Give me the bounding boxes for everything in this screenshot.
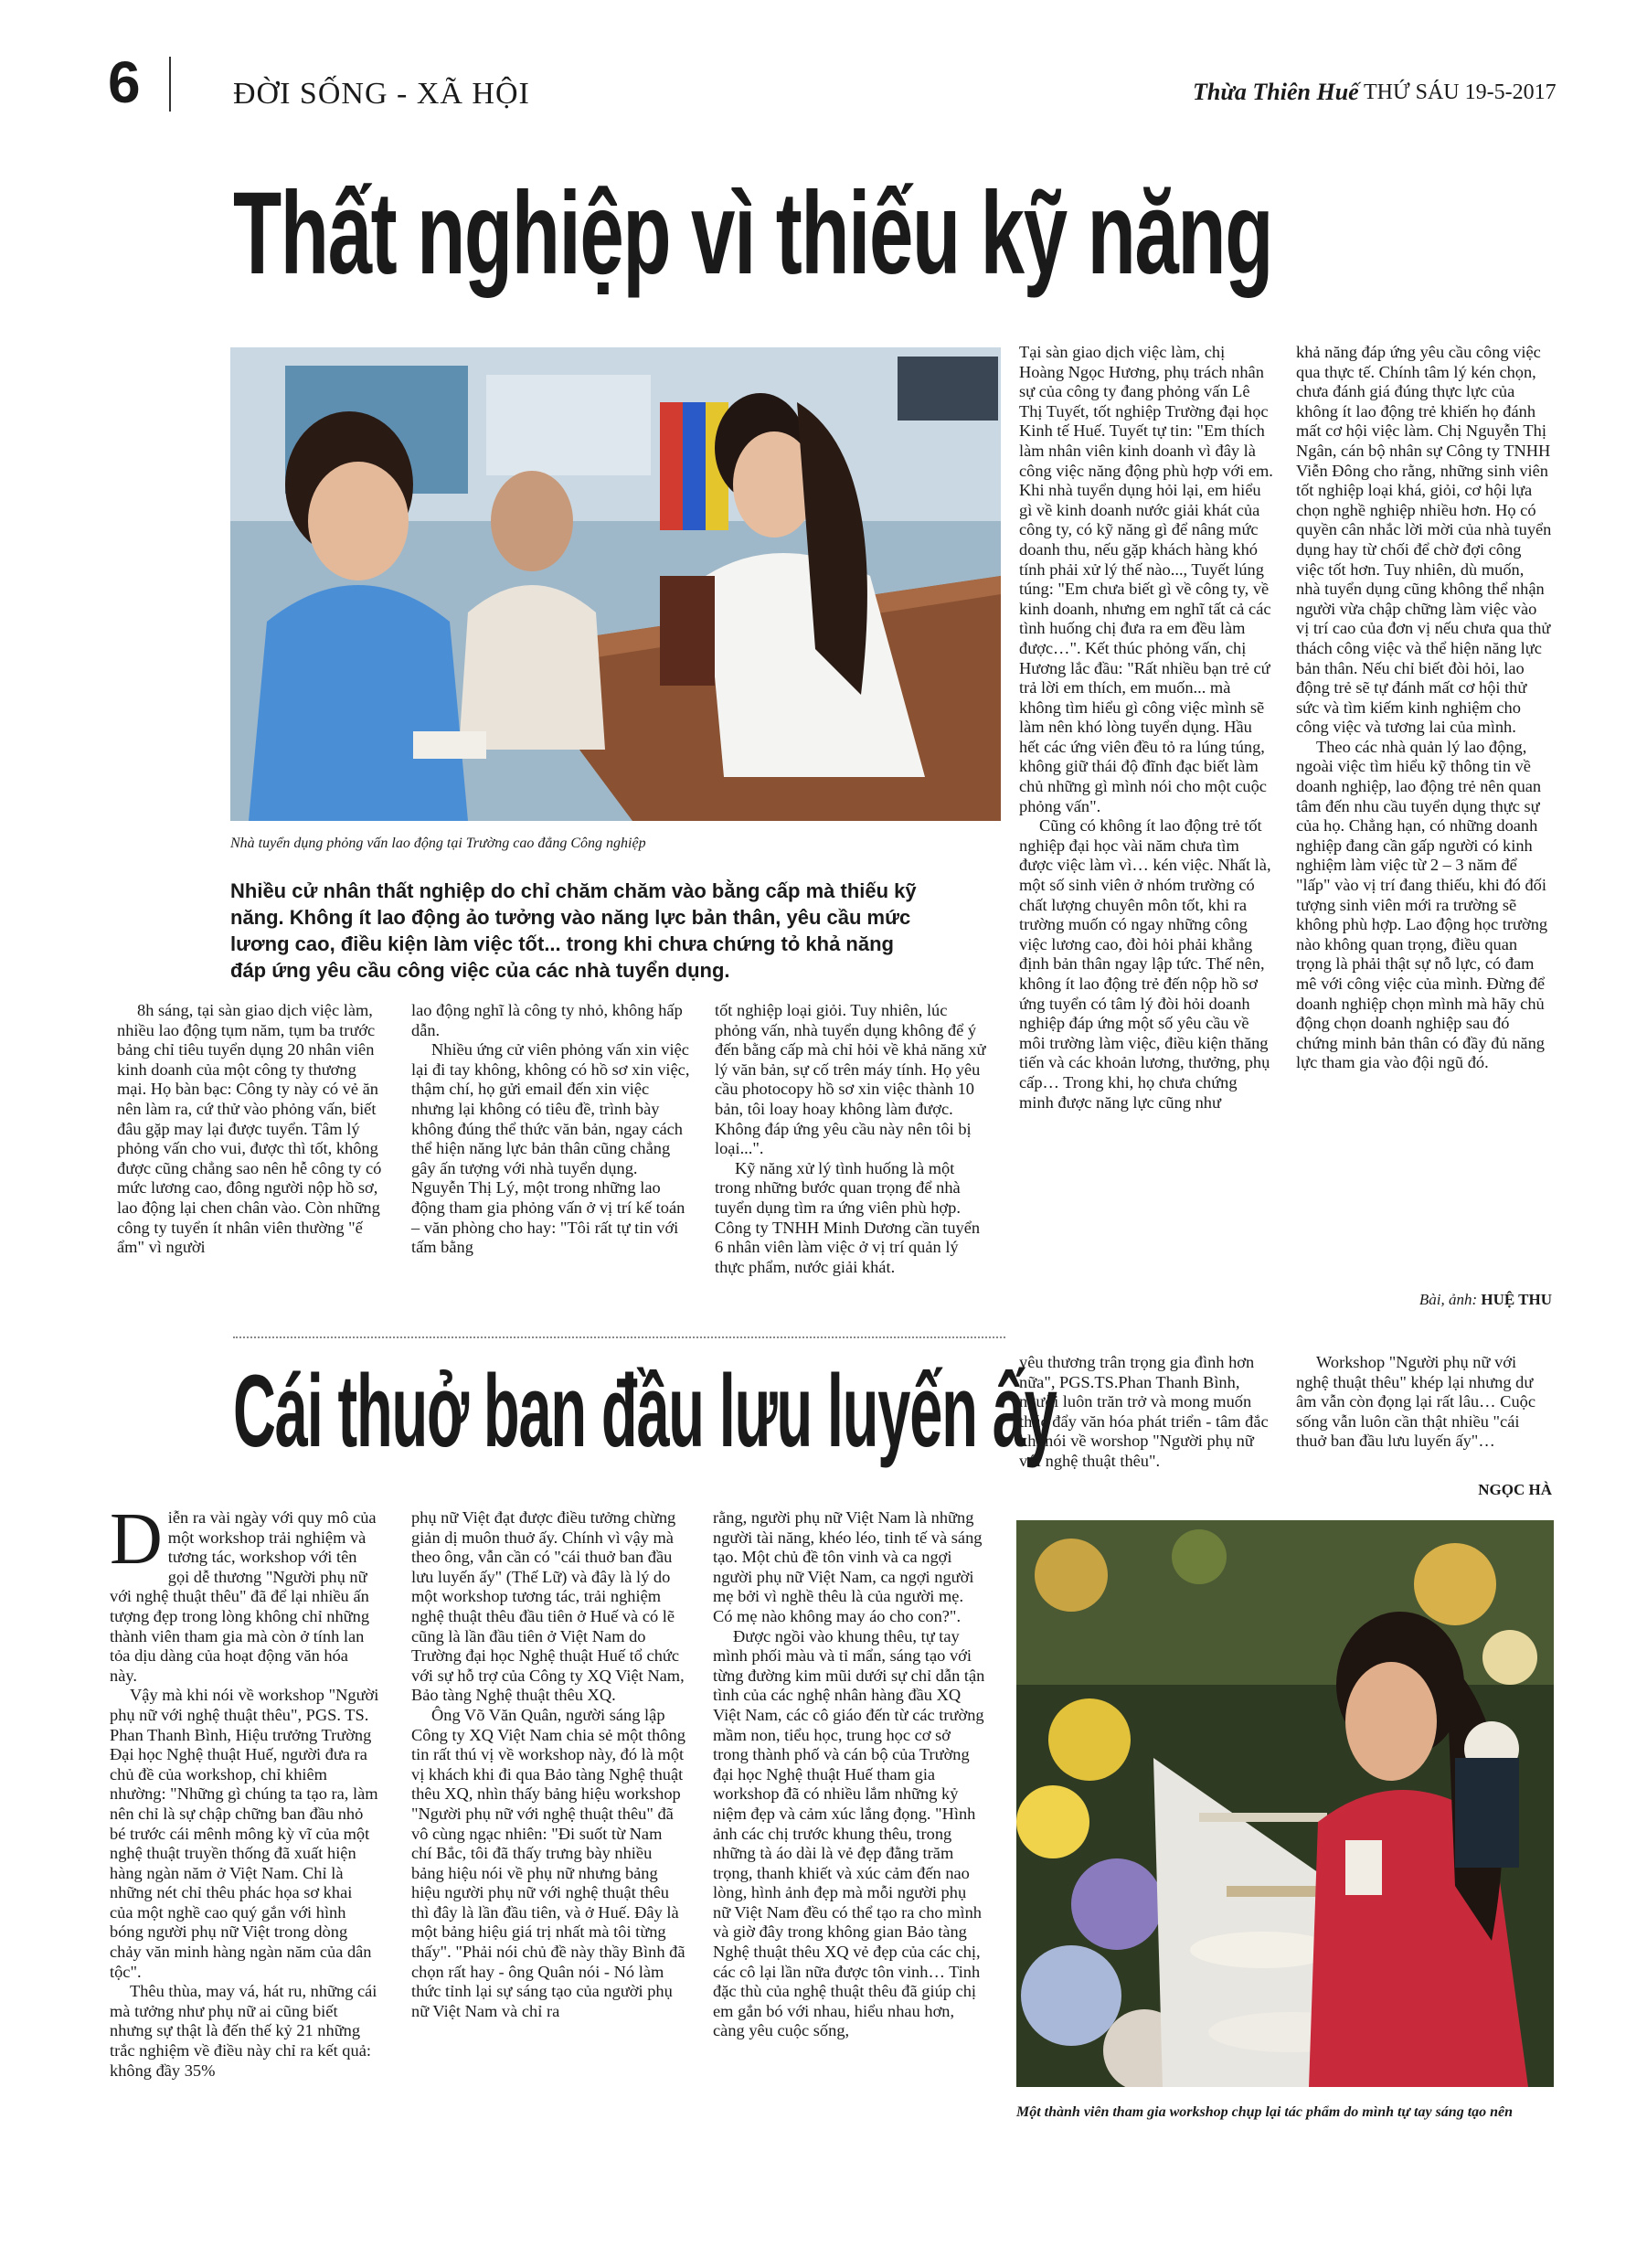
article1-col3-paragraph-1: tốt nghiệp loại giỏi. Tuy nhiên, lúc phỏng vấn, nhà tuyển dụng không để ý đến bằng cấp mà chỉ hỏi về khả năng xử lý văn bản, sự cố trên máy tính. Họ yêu cầu photocopy hồ sơ xin việc thành 10 bản, tôi loay hoay không làm được. Không đáp ứng yêu cầu này nên tôi bị loại...".: [715, 1001, 986, 1158]
article2-headline: Cái thuở ban đầu lưu luyến ấy: [233, 1354, 1057, 1468]
article2-column-1: [110, 1499, 379, 2081]
article1-column-2: [411, 1001, 690, 1258]
newspaper-name: Thừa Thiên Huế: [1193, 79, 1359, 105]
article2-column-5: [1296, 1353, 1552, 1452]
workshop-photo-illustration: [1016, 1520, 1554, 2087]
page-number: 6: [108, 49, 141, 115]
header-divider: [169, 57, 171, 112]
article1-col5-paragraph-1: khả năng đáp ứng yêu cầu công việc qua thực tế. Chính tâm lý kén chọn, chưa đánh giá đúng thực lực của không ít lao động trẻ khiến họ đánh mất cơ hội việc làm. Chị Nguyễn Thị Ngân, cán bộ nhân sự Công ty TNHH Viễn Đông cho rằng, những sinh viên tốt nghiệp loại khá, giỏi, cơ hội lựa chọn nghề nghiệp nhiều hơn. Họ có quyền cân nhắc lời mời của nhà tuyển dụng hay từ chối để chờ đợi công việc tốt hơn. Tuy nhiên, dù muốn, nhà tuyển dụng cũng không thể nhận người vừa chập chững làm việc vào vị trí cao của đơn vị nếu chưa qua thử thách công việc và thể hiện năng lực bản thân. Nếu chỉ biết đòi hỏi, lao động trẻ sẽ tự đánh mất cơ hội thử sức và tìm kiếm kinh nghiệm cho công việc và tương lai của mình.: [1296, 343, 1552, 737]
article2-byline: NGỌC HÀ: [1478, 1481, 1552, 1498]
article1-col1-paragraph: 8h sáng, tại sàn giao dịch việc làm, nhiều lao động tụm năm, tụm ba trước bảng chỉ tiêu tuyển dụng 20 nhân viên kinh doanh của một công ty thương mại. Họ bàn bạc: Công ty này có vẻ ăn nên làm ra, cứ thử vào phỏng vấn, biết đâu gặp may lại được tuyển. Tâm lý phỏng vấn cho vui, được thì tốt, không được cũng chẳng sao nên hễ công ty có mức lương cao, đông người nộp hồ sơ, lao động lại chen chân vào. Còn những công ty tuyển ít nhân viên thường "ế ẩm" vì người: [117, 1001, 382, 1257]
article1-col4-paragraph-1: Tại sàn giao dịch việc làm, chị Hoàng Ngọc Hương, phụ trách nhân sự của công ty đang phỏng vấn Lê Thị Tuyết, tốt nghiệp Trường đại học Kinh tế Huế. Tuyết tự tin: "Em thích làm nhân viên kinh doanh vì đây là công việc năng động phù hợp với em. Khi nhà tuyển dụng hỏi lại, em hiểu gì về kinh doanh nước giải khát của công ty, có kỹ năng gì để nâng mức doanh thu, nếu gặp khách hàng khó tính phải xử lý thế nào..., Tuyết lúng túng: "Em chưa biết gì về công ty, về kinh doanh, nhưng em nghĩ tất cả các tình huống chị đưa ra em đều làm được…". Kết thúc phỏng vấn, chị Hương lắc đầu: "Rất nhiều bạn trẻ cứ trả lời em thích, em muốn... mà không tìm hiểu gì công việc mình sẽ làm nên khó lòng tuyển dụng. Hầu hết các ứng viên đều tỏ ra lúng túng, không giữ thái độ đĩnh đạc biết làm chủ những gì mình nói cho một cuộc phỏng vấn".: [1019, 343, 1273, 815]
article2-photo: [1016, 1520, 1554, 2087]
article1-headline: Thất nghiệp vì thiếu kỹ năng: [233, 168, 1273, 299]
article1-lead: Nhiều cử nhân thất nghiệp do chỉ chăm chăm vào bằng cấp mà thiếu kỹ năng. Không ít lao động ảo tưởng vào năng lực bản thân, yêu cầu mức lương cao, điều kiện làm việc tốt... trong khi chưa chứng tỏ khả năng đáp ứng yêu cầu công việc của các nhà tuyển dụng.: [230, 879, 917, 982]
article1-col5-paragraph-2: Theo các nhà quản lý lao động, ngoài việc tìm hiểu kỹ thông tin về doanh nghiệp, lao động trẻ nên quan tâm đến nhu cầu tuyển dụng thực sự của họ. Chẳng hạn, có những doanh nghiệp đang cần gấp người có kinh nghiệm làm việc từ 2 – 3 năm để "lấp" vào vị trí đang thiếu, khi đó đối tượng sinh viên mới ra trường sẽ không phù hợp. Lao động học trường nào không quan trọng, điều quan trọng là phải thật sự nỗ lực, có đam mê với công việc của mình. Đừng để doanh nghiệp chọn mình mà hãy chủ động chọn doanh nghiệp sau đó chứng minh bản thân có đầy đủ năng lực tham gia vào đội ngũ đó.: [1296, 737, 1548, 1072]
issue-date: THỨ SÁU 19-5-2017: [1364, 80, 1557, 104]
article1-col3-paragraph-2: Kỹ năng xử lý tình huống là một trong những bước quan trọng để nhà tuyển dụng tìm ra ứng viên phù hợp. Công ty TNHH Minh Dương cần tuyển 6 nhân viên làm việc ở vị trí quản lý thực phẩm, nước giải khát.: [715, 1158, 981, 1276]
article2-column-2: [411, 1508, 685, 2021]
article1-col2-paragraph-2: Nhiều ứng cử viên phỏng vấn xin việc lại đi tay không, không có hồ sơ xin việc, thậm chí, họ gửi email đến xin việc nhưng lại không có tiêu đề, trình bày không đúng thể thức văn bản, ngay cách thể hiện năng lực bản thân cũng chẳng gây ấn tượng với nhà tuyển dụng. Nguyễn Thị Lý, một trong những lao động tham gia phỏng vấn ở vị trí kế toán – văn phòng cho hay: "Tôi rất tự tin với tấm bằng: [411, 1040, 690, 1257]
article2-col4-paragraph-1: yêu thương trân trọng gia đình hơn nữa", PGS.TS.Phan Thanh Bình, người luôn trăn trở và mong muốn thúc đẩy văn hóa phát triển - tâm đắc khi nói về worshop "Người phụ nữ với nghệ thuật thêu".: [1019, 1353, 1269, 1470]
article1-column-1: [117, 1001, 382, 1258]
article1-column-3: [715, 1001, 989, 1277]
article1-col2-paragraph-1: lao động nghĩ là công ty nhỏ, không hấp dẫn.: [411, 1001, 683, 1039]
byline-author: HUỆ THU: [1481, 1291, 1552, 1308]
article-divider: [233, 1336, 1005, 1338]
article1-col4-paragraph-2: Cũng có không ít lao động trẻ tốt nghiệp đại học vài năm chưa tìm được việc làm vì… kén việc. Nhất là, một số sinh viên ở nhóm trường có chất lượng chuyên môn tốt, khi ra trường muốn có ngay những công việc lương cao, đòi hỏi phải khẳng định bản thân ngay lập tức. Thế nên, không ít lao động trẻ đến nộp hồ sơ ứng tuyển có tâm lý đòi hỏi doanh nghiệp đáp ứng một số yêu cầu về môi trường làm việc, điều kiện thăng tiến và các khoản lương, thưởng, phụ cấp… Trong khi, họ chưa chứng minh được năng lực cũng như: [1019, 816, 1271, 1112]
article2-col5-paragraph-1: Workshop "Người phụ nữ với nghệ thuật thêu" khép lại nhưng dư âm vẫn còn đọng lại rất lâu… Cuộc sống vẫn luôn cần thật nhiều "cái thuở ban đầu lưu luyến ấy"…: [1296, 1353, 1535, 1451]
article2-column-4: [1019, 1353, 1270, 1472]
article2-col2-paragraph-2: Ông Võ Văn Quân, người sáng lập Công ty XQ Việt Nam chia sẻ một thông tin rất thú vị về workshop này, đó là một vị khách khi đi qua Bảo tàng Nghệ thuật thêu XQ, nhìn thấy bảng hiệu workshop "Người phụ nữ với nghệ thuật thêu" đã vô cùng ngạc nhiên: "Đi suốt từ Nam chí Bắc, tôi đã thấy trưng bày nhiều bảng hiệu nói về phụ nữ nhưng bảng hiệu người phụ nữ với nghệ thuật thêu thì đây là lần đầu tiên, và ở Huế. Đây là một bảng hiệu giá trị nhất mà tôi từng thấy". "Phải nói chủ đề này thầy Bình đã chọn rất hay - ông Quân nói - Nó làm thức tỉnh lại sự sáng tạo của người phụ nữ Việt Nam và chỉ ra: [411, 1705, 685, 2020]
article2-col2-paragraph-1: phụ nữ Việt đạt được điều tưởng chừng giản dị muôn thuở ấy. Chính vì vậy mà theo ông, vẫn cần có "cái thuở ban đầu lưu luyến ấy" (Thế Lữ) và đây là lý do một workshop tương tác, trải nghiệm nghệ thuật thêu đầu tiên ở Huế và có lẽ cũng là lần đầu tiên ở Việt Nam do Trường đại học Nghệ thuật Huế tổ chức với sự hỗ trợ của Công ty XQ Việt Nam, Bảo tàng Nghệ thuật thêu XQ.: [411, 1508, 685, 1705]
article2-col3-paragraph-1: rằng, người phụ nữ Việt Nam là những người tài năng, khéo léo, tinh tế và sáng tạo. Một chủ đề tôn vinh và ca ngợi người phụ nữ Việt Nam, ca ngợi người mẹ bởi vì nghề thêu là của người mẹ. Có mẹ nào không may áo cho con?".: [713, 1508, 983, 1625]
interview-photo-illustration: [230, 347, 1001, 821]
article1-column-4: [1019, 343, 1273, 1113]
article2-photo-caption: Một thành viên tham gia workshop chụp lại tác phẩm do mình tự tay sáng tạo nên: [1016, 2104, 1514, 2120]
article1-byline: [1296, 1291, 1552, 1309]
section-title: ĐỜI SỐNG - XÃ HỘI: [233, 77, 530, 111]
article2-col1-paragraph-3: Thêu thùa, may vá, hát ru, những cái mà tưởng như phụ nữ ai cũng biết nhưng sự thật là đến thế kỷ 21 những trắc nghiệm về điều này chỉ ra kết quả: không đầy 35%: [110, 1982, 377, 2080]
article1-photo-caption: Nhà tuyển dụng phỏng vấn lao động tại Trường cao đẳng Công nghiệp: [230, 836, 646, 851]
article2-col1-paragraph-1: [110, 1499, 379, 1686]
article1-column-5: [1296, 343, 1552, 1073]
article2-col3-paragraph-2: Được ngồi vào khung thêu, tự tay mình phối màu và tỉ mẩn, sáng tạo với từng đường kim mũi dưới sự chỉ dẫn tận tình của các nghệ nhân hàng đầu XQ Việt Nam, các cô giáo đến từ các trường mầm non, tiểu học, trung học cơ sở trong thành phố và cán bộ của Trường đại học Nghệ thuật Huế tham gia workshop đã có nhiều lắm những kỷ niệm đẹp và cảm xúc lắng đọng. "Hình ảnh các chị trước khung thêu, trong những tà áo dài là vẻ đẹp đằng trăm trọng, thanh khiết và xúc cảm đến nao lòng, hình ảnh đẹp mà mỗi người phụ nữ Việt Nam đều có thể tạo ra cho mình và giờ đây trong không gian Bảo tàng Nghệ thuật thêu XQ vẻ đẹp của các chị, các cô lại lần nữa được tôn vinh… Tinh đặc thù của nghệ thuật thêu đã giúp chị em gắn bó với nhau, hiểu nhau hơn, càng yêu cuộc sống,: [713, 1626, 985, 2040]
article2-column-3: [713, 1508, 987, 2041]
dropcap: D: [110, 1499, 163, 1580]
article2-col1-paragraph-2: Vậy mà khi nói về workshop "Người phụ nữ với nghệ thuật thêu", PGS. TS. Phan Thanh Bình, Hiệu trưởng Trường Đại học Nghệ thuật Huế, người đưa ra chủ đề của workshop, chỉ khiêm nhường: "Những gì chúng ta tạo ra, làm nên chỉ là sự chập chững ban đầu nhỏ bé trước cái mênh mông kỳ vĩ của một nghệ thuật truyền thống đã xuất hiện hàng ngàn năm ở Việt Nam. Chỉ là những nét chỉ thêu phác họa sơ khai của một nghề cao quý gắn với hình bóng người phụ nữ Việt trong dòng chảy văn minh hàng ngàn năm của dân tộc".: [110, 1686, 379, 1981]
article2-col1-paragraph-1-text: iễn ra vài ngày với quy mô của một workshop trải nghiệm và tương tác, workshop với tên gọi dễ thương "Người phụ nữ với nghệ thuật thêu" đã để lại nhiều ấn tượng đẹp trong lòng không chỉ những thành viên tham gia mà còn ở tính lan tỏa dịu dàng của hoạt động văn hóa này.: [110, 1508, 377, 1685]
byline-label: Bài, ảnh:: [1419, 1291, 1478, 1308]
article1-photo: [230, 347, 1001, 821]
